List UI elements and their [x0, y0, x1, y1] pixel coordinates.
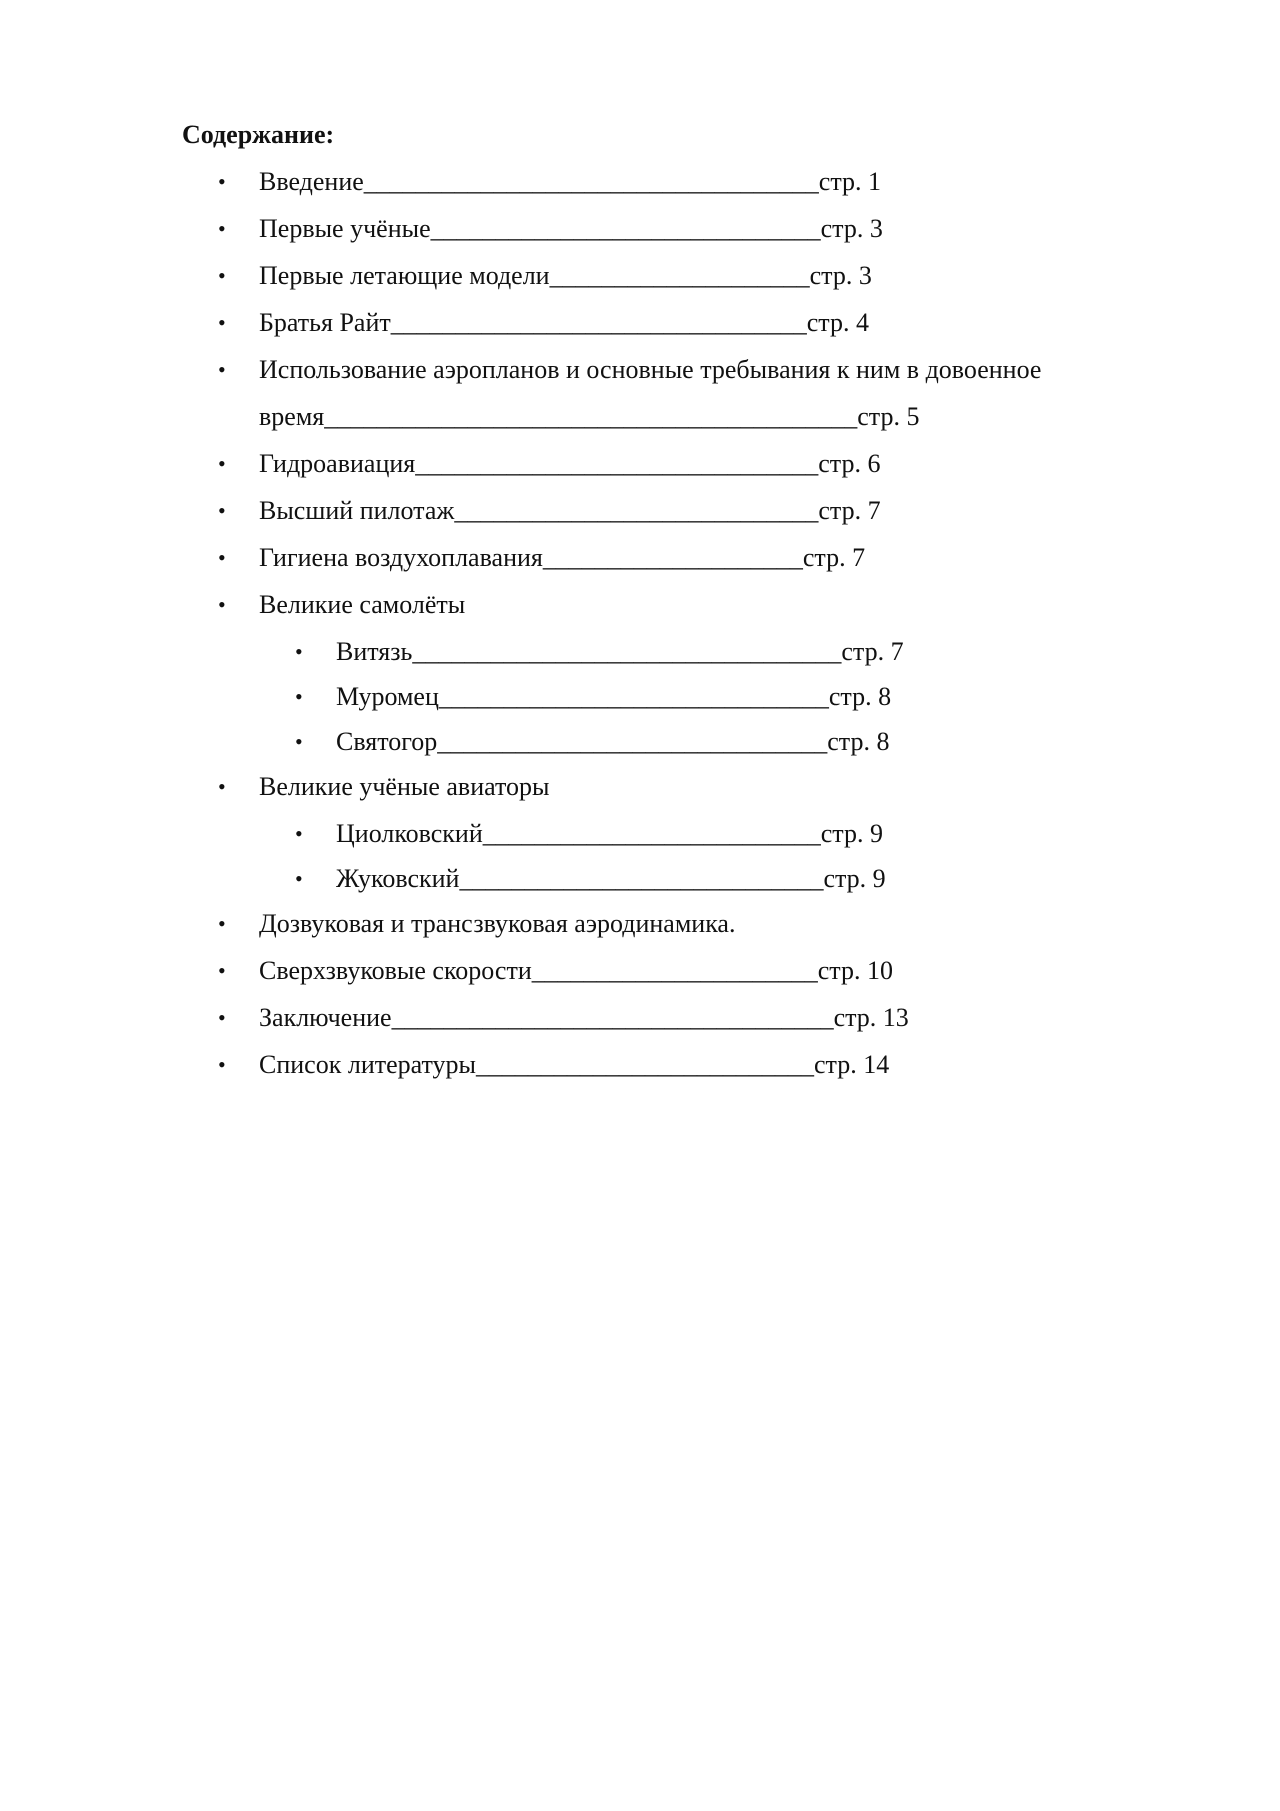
toc-item-first-scientists [0, 213, 1280, 245]
toc-item-first-flying-models [0, 260, 1280, 292]
toc-item-prewar-aeroplanes [0, 354, 1280, 433]
toc-entry: Муромец______________________________стр. 8 [336, 682, 892, 711]
toc-item-conclusion [0, 1002, 1280, 1034]
toc-item-introduction [0, 166, 1280, 198]
toc-entry: Первые летающие модели____________________стр. 3 [259, 261, 872, 290]
bullet-icon: • [218, 958, 226, 983]
toc-entry: Сверхзвуковые скорости______________________стр. 10 [259, 956, 893, 985]
toc-entry: Великие учёные авиаторы [259, 772, 550, 801]
toc-entry: Дозвуковая и трансзвуковая аэродинамика. [259, 909, 736, 938]
toc-entry: Святогор______________________________стр. 8 [336, 727, 890, 756]
toc-entry: Первые учёные______________________________стр. 3 [259, 214, 883, 243]
bullet-icon: • [218, 911, 226, 936]
toc-subitem-muromets [0, 681, 1280, 713]
bullet-icon: • [218, 1052, 226, 1077]
toc-entry-line2: время_________________________________________стр. 5 [259, 402, 920, 431]
bullet-icon: • [218, 592, 226, 617]
toc-entry-line1: Использование аэропланов и основные требывания к ним в довоенное [259, 355, 1042, 384]
bullet-icon: • [295, 866, 303, 891]
toc-entry: Витязь_________________________________стр. 7 [336, 637, 904, 666]
bullet-icon: • [218, 216, 226, 241]
toc-subitem-tsiolkovsky [0, 818, 1280, 850]
bullet-icon: • [218, 310, 226, 335]
bullet-icon: • [295, 684, 303, 709]
bullet-icon: • [218, 498, 226, 523]
toc-item-aerobatics [0, 495, 1280, 527]
bullet-icon: • [218, 774, 226, 799]
toc-entry: Гидроавиация_______________________________стр. 6 [259, 449, 881, 478]
toc-entry: Список литературы__________________________стр. 14 [259, 1050, 890, 1079]
bullet-icon: • [218, 545, 226, 570]
toc-heading: Содержание: [182, 120, 335, 149]
toc-entry: Жуковский____________________________стр. 9 [336, 864, 886, 893]
toc-entry: Великие самолёты [259, 590, 466, 619]
toc-subitem-vityaz [0, 636, 1280, 668]
toc-item-supersonic [0, 955, 1280, 987]
toc-entry: Заключение__________________________________стр. 13 [259, 1003, 909, 1032]
toc-item-wright-brothers [0, 307, 1280, 339]
bullet-icon: • [295, 729, 303, 754]
bullet-icon: • [218, 1005, 226, 1030]
toc-item-great-aircraft [0, 589, 1280, 621]
table-of-contents [0, 166, 1280, 1096]
toc-item-great-aviators [0, 771, 1280, 803]
toc-entry: Циолковский__________________________стр. 9 [336, 819, 883, 848]
bullet-icon: • [295, 821, 303, 846]
bullet-icon: • [218, 263, 226, 288]
toc-entry: Высший пилотаж____________________________стр. 7 [259, 496, 881, 525]
toc-entry: Гигиена воздухоплавания____________________стр. 7 [259, 543, 866, 572]
toc-subitem-svyatogor [0, 726, 1280, 758]
toc-item-aeronautics-hygiene [0, 542, 1280, 574]
toc-entry: Введение___________________________________стр. 1 [259, 167, 882, 196]
toc-entry: Братья Райт________________________________стр. 4 [259, 308, 869, 337]
toc-item-references [0, 1049, 1280, 1081]
toc-item-subsonic-transonic [0, 908, 1280, 940]
bullet-icon: • [218, 169, 226, 194]
bullet-icon: • [218, 451, 226, 476]
bullet-icon: • [295, 639, 303, 664]
bullet-icon: • [218, 357, 226, 382]
toc-item-hydroaviation [0, 448, 1280, 480]
toc-subitem-zhukovsky [0, 863, 1280, 895]
